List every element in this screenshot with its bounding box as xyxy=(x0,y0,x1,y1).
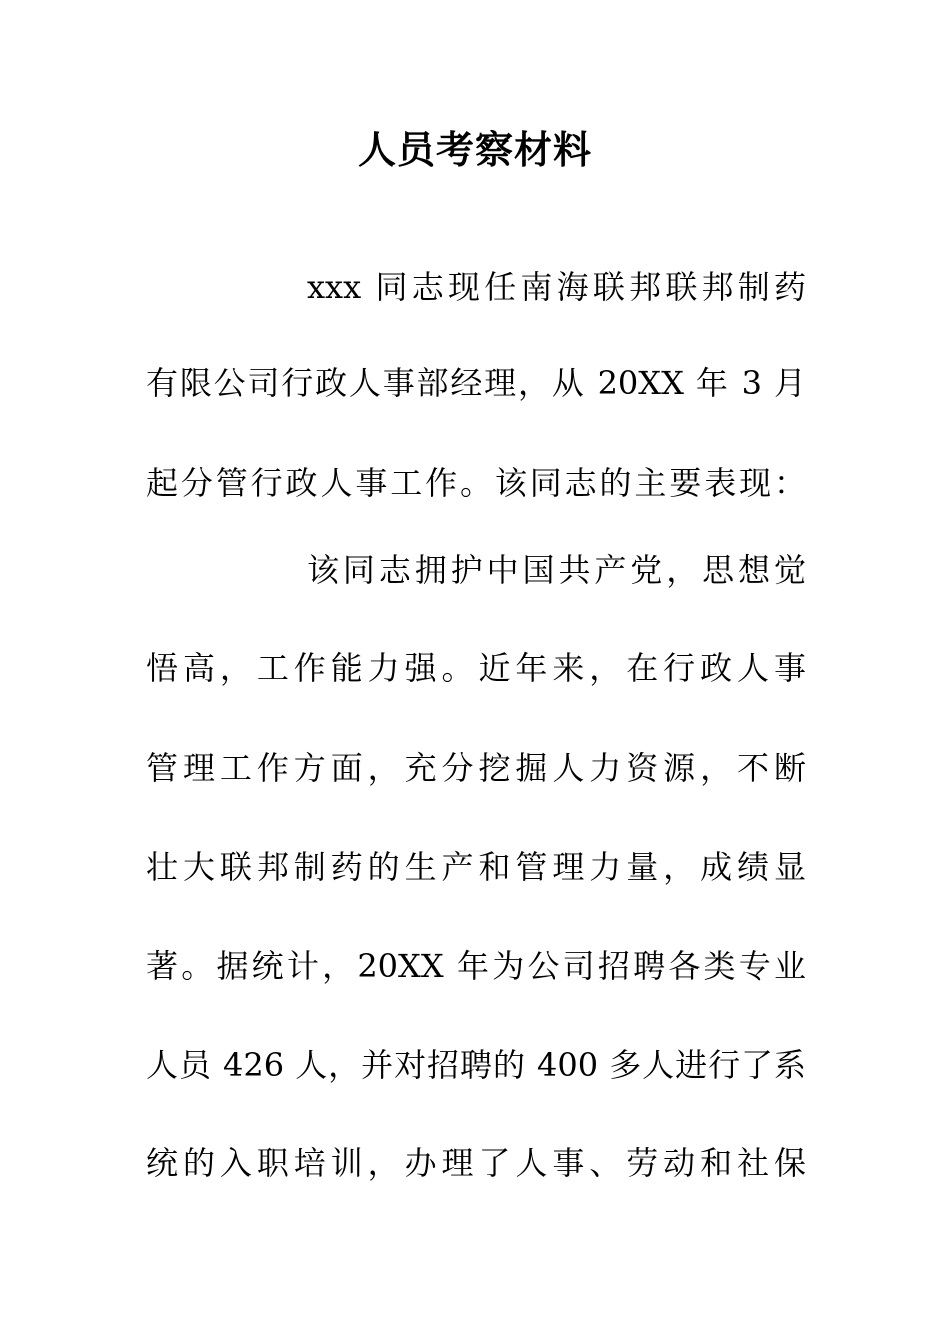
paragraph-2-line-5: 著。据统计，20XX 年为公司招聘各类专业 xyxy=(146,947,806,985)
paragraph-1-line-3: 起分管行政人事工作。该同志的主要表现： xyxy=(146,464,806,502)
paragraph-2-line-1: 该同志拥护中国共产党，思想觉 xyxy=(307,551,806,589)
paragraph-2-line-4: 壮大联邦制药的生产和管理力量，成绩显 xyxy=(146,848,806,886)
document-title: 人员考察材料 xyxy=(357,127,592,172)
paragraph-1-line-1: xxx 同志现任南海联邦联邦制药 xyxy=(307,268,806,306)
paragraph-2-line-3: 管理工作方面，充分挖掘人力资源，不断 xyxy=(146,749,806,787)
paragraph-2-line-7: 统的入职培训，办理了人事、劳动和社保 xyxy=(146,1144,806,1182)
paragraph-1-line-2: 有限公司行政人事部经理，从 20XX 年 3 月 xyxy=(146,364,806,402)
paragraph-2-line-2: 悟高，工作能力强。近年来，在行政人事 xyxy=(146,649,806,687)
paragraph-2-line-6: 人员 426 人，并对招聘的 400 多人进行了系 xyxy=(146,1046,806,1084)
